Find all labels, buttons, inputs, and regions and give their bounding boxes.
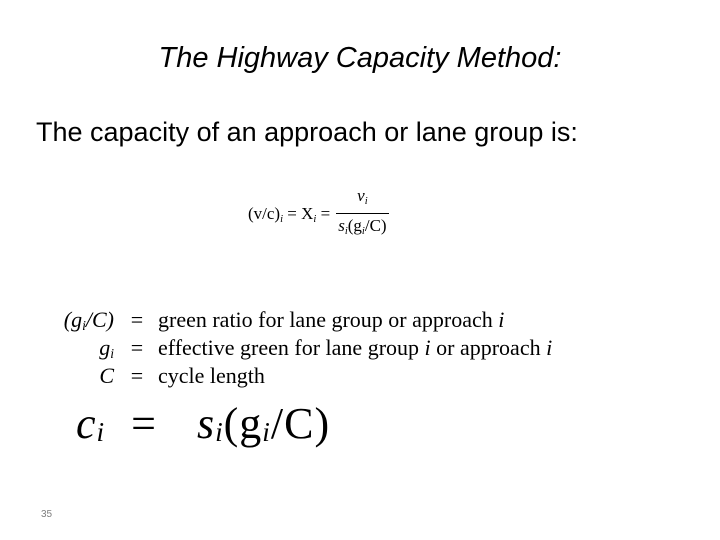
slide-number: 35 <box>41 509 53 520</box>
fraction-denominator: $s_i(g_i/C)$ <box>336 213 388 242</box>
definition-row <box>40 334 552 362</box>
vc-ratio-formula <box>248 185 389 240</box>
definitions-list <box>40 306 552 390</box>
definition-equals: = <box>130 335 144 360</box>
fraction-numerator: $v_i$ <box>357 185 368 207</box>
definition-symbol: $g_i$ <box>99 335 114 361</box>
definition-symbol: $(g_i/C)$ <box>63 307 114 333</box>
definition-row <box>40 362 552 390</box>
definition-symbol: C <box>99 363 114 388</box>
vc-ratio-lhs: $(v/c)_i = X_i$ = <box>248 203 331 225</box>
definition-text: green ratio for lane group or approach i <box>158 307 505 332</box>
definition-equals: = <box>130 363 144 388</box>
definition-row <box>40 306 552 334</box>
slide-title: The Highway Capacity Method: <box>158 42 562 74</box>
definition-text: cycle length <box>158 363 265 388</box>
capacity-formula: $c_i = s_i(g_i/C)$ <box>76 396 330 460</box>
intro-text: The capacity of an approach or lane group is: <box>36 117 578 147</box>
definition-text: effective green for lane group i or approach i <box>158 335 553 360</box>
definition-equals: = <box>130 307 144 332</box>
capacity-equals: = <box>131 399 157 448</box>
vc-ratio-fraction <box>336 187 388 242</box>
